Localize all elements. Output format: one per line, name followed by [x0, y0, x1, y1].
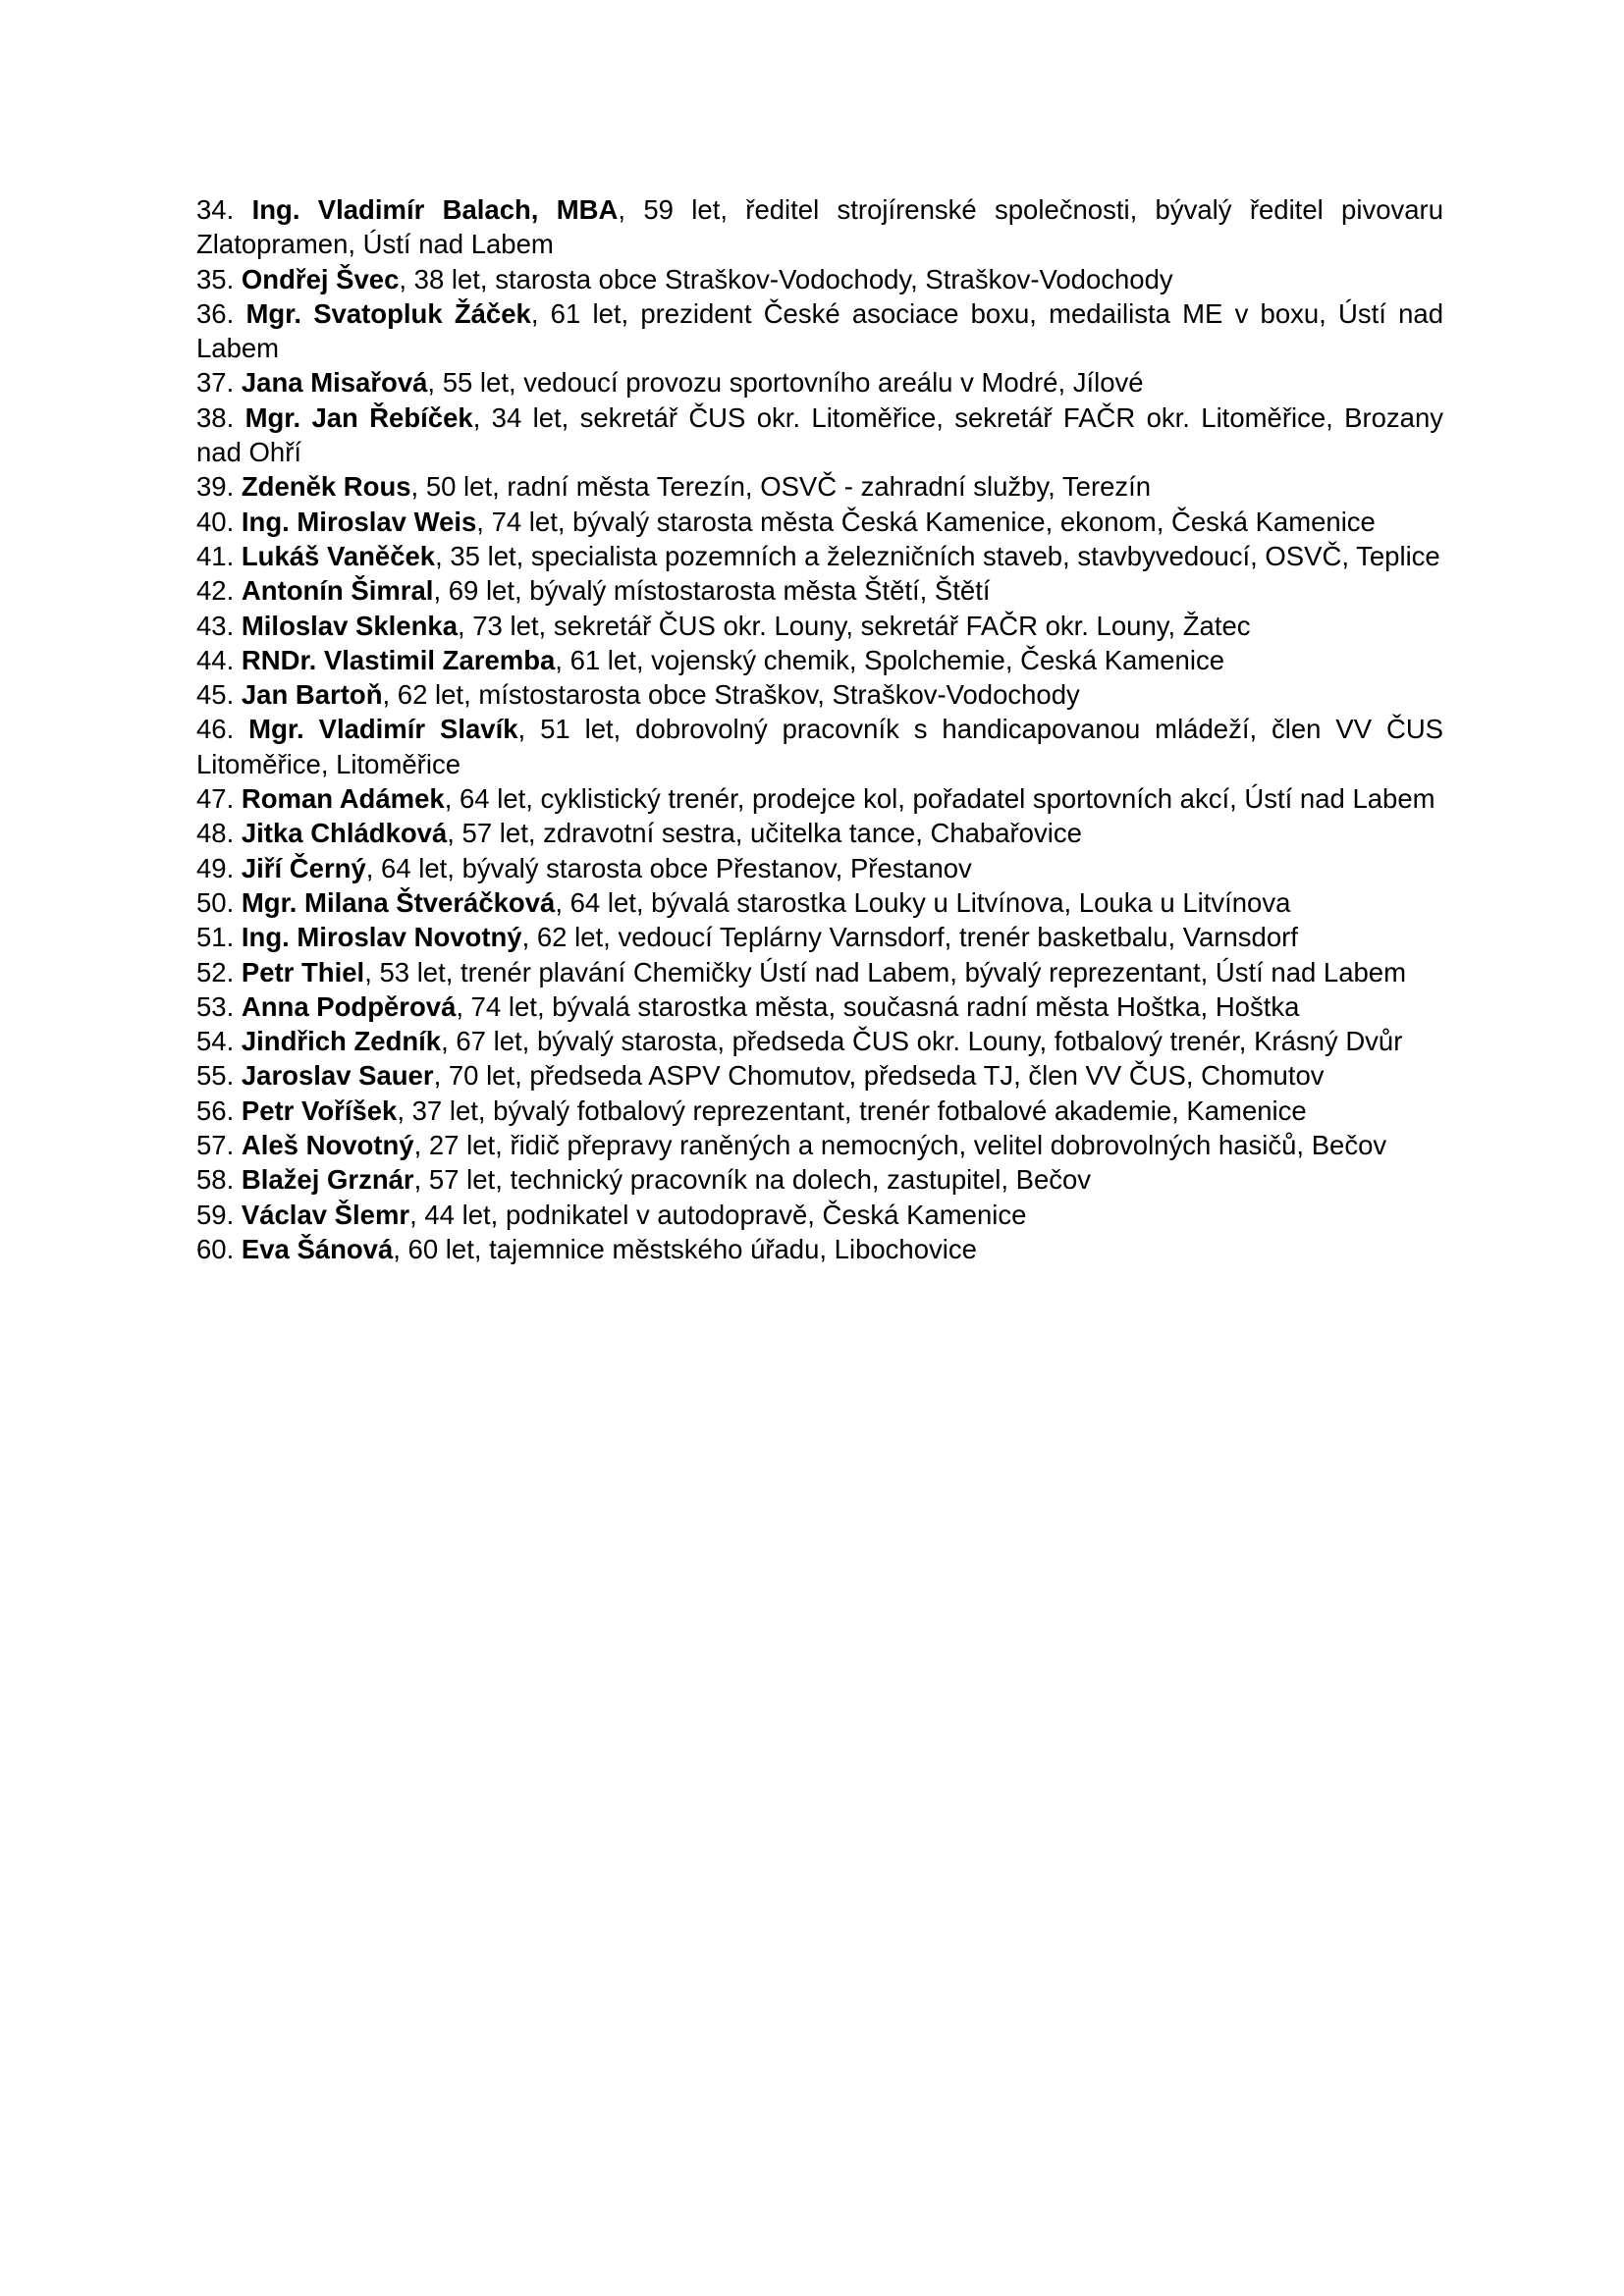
candidate-item: [196, 885, 1443, 920]
candidate-number: 54.: [196, 1026, 235, 1057]
candidate-name: Mgr. Jan Řebíček: [244, 401, 473, 433]
candidate-item: [196, 989, 1443, 1024]
candidate-item: [196, 262, 1443, 296]
candidate-name: Ondřej Švec: [241, 263, 400, 294]
candidate-name: RNDr. Vlastimil Zaremba: [241, 644, 556, 675]
candidate-name: Ing. Miroslav Weis: [241, 506, 477, 537]
candidate-number: 50.: [196, 886, 235, 918]
candidate-description: , 61 let, prezident České asociace boxu, medailista ME v boxu, Ústí nad Labem: [196, 297, 1443, 364]
candidate-item: [196, 505, 1443, 539]
candidate-number: 43.: [196, 610, 235, 641]
candidate-item: [196, 1128, 1443, 1162]
candidate-description: , 38 let, starosta obce Straškov-Vodochody, Straškov-Vodochody: [399, 263, 1173, 294]
candidate-description: , 37 let, bývalý fotbalový reprezentant, trenér fotbalové akademie, Kamenice: [397, 1095, 1307, 1126]
candidate-number: 42.: [196, 575, 235, 607]
candidate-item: [196, 851, 1443, 885]
candidate-item: [196, 1058, 1443, 1093]
candidate-name: Miloslav Sklenka: [241, 610, 458, 641]
candidate-description: , 55 let, vedoucí provozu sportovního areálu v Modré, Jílové: [427, 367, 1144, 399]
candidate-description: , 44 let, podnikatel v autodopravě, Česká Kamenice: [409, 1199, 1027, 1230]
candidate-description: , 59 let, ředitel strojírenské společnosti, bývalý ředitel pivovaru Zlatopramen, Ústí nad Labem: [196, 194, 1443, 260]
candidate-number: 37.: [196, 367, 235, 399]
candidate-name: Zdeněk Rous: [241, 471, 411, 503]
candidate-number: 51.: [196, 922, 235, 953]
candidate-description: , 61 let, vojenský chemik, Spolchemie, Česká Kamenice: [555, 644, 1224, 675]
candidate-number: 57.: [196, 1130, 235, 1161]
candidate-name: Aleš Novotný: [241, 1130, 414, 1161]
candidate-name: Petr Thiel: [241, 956, 365, 988]
candidate-name: Antonín Šimral: [241, 575, 434, 607]
candidate-name: Jaroslav Sauer: [241, 1060, 434, 1092]
candidate-item: [196, 1198, 1443, 1232]
candidate-item: [196, 1162, 1443, 1197]
candidate-name: Petr Voříšek: [241, 1095, 398, 1126]
candidate-list: [196, 192, 1443, 1266]
candidate-item: [196, 712, 1443, 781]
candidate-item: [196, 539, 1443, 573]
candidate-number: 46.: [196, 714, 235, 745]
candidate-item: [196, 677, 1443, 712]
candidate-name: Mgr. Milana Štveráčková: [241, 886, 556, 918]
candidate-name: Jiří Černý: [241, 852, 366, 883]
candidate-description: , 27 let, řidič přepravy raněných a nemocných, velitel dobrovolných hasičů, Bečov: [413, 1130, 1387, 1161]
candidate-item: [196, 781, 1443, 816]
candidate-number: 41.: [196, 540, 235, 571]
candidate-name: Anna Podpěrová: [241, 990, 457, 1022]
candidate-description: , 74 let, bývalá starostka města, současná radní města Hoštka, Hoštka: [456, 990, 1300, 1022]
candidate-item: [196, 920, 1443, 954]
candidate-description: , 57 let, technický pracovník na dolech, zastupitel, Bečov: [413, 1164, 1092, 1196]
candidate-number: 53.: [196, 990, 235, 1022]
candidate-item: [196, 1024, 1443, 1058]
candidate-number: 59.: [196, 1199, 235, 1230]
candidate-description: , 53 let, trenér plavání Chemičky Ústí nad Labem, bývalý reprezentant, Ústí nad Labem: [364, 956, 1407, 988]
candidate-number: 55.: [196, 1060, 235, 1092]
candidate-name: Jitka Chládková: [241, 818, 448, 849]
candidate-number: 45.: [196, 679, 235, 711]
candidate-name: Jindřich Zedník: [241, 1026, 442, 1057]
candidate-description: , 69 let, bývalý místostarosta města Štětí, Štětí: [433, 575, 991, 607]
candidate-number: 56.: [196, 1095, 235, 1126]
candidate-name: Jan Bartoň: [241, 679, 383, 711]
candidate-description: , 50 let, radní města Terezín, OSVČ - zahradní služby, Terezín: [410, 471, 1152, 503]
candidate-description: , 64 let, cyklistický trenér, prodejce kol, pořadatel sportovních akcí, Ústí nad Labem: [444, 783, 1435, 815]
candidate-description: , 51 let, dobrovolný pracovník s handicapovanou mládeží, člen VV ČUS Litoměřice, Litoměřice: [196, 714, 1444, 779]
candidate-item: [196, 192, 1443, 262]
candidate-name: Jana Misařová: [241, 367, 428, 399]
candidate-item: [196, 469, 1443, 504]
candidate-name: Ing. Miroslav Novotný: [241, 922, 522, 953]
candidate-description: , 60 let, tajemnice městského úřadu, Libochovice: [393, 1233, 977, 1264]
candidate-number: 52.: [196, 956, 235, 988]
candidate-name: Mgr. Vladimír Slavík: [248, 714, 518, 745]
candidate-number: 48.: [196, 818, 235, 849]
candidate-name: Mgr. Svatopluk Žáček: [245, 297, 531, 329]
candidate-number: 58.: [196, 1164, 235, 1196]
candidate-number: 49.: [196, 852, 235, 883]
candidate-item: [196, 1094, 1443, 1128]
candidate-description: , 62 let, vedoucí Teplárny Varnsdorf, trenér basketbalu, Varnsdorf: [521, 922, 1298, 953]
candidate-item: [196, 296, 1443, 366]
candidate-description: , 34 let, sekretář ČUS okr. Litoměřice, sekretář FAČR okr. Litoměřice, Brozany nad Ohří: [196, 401, 1444, 468]
candidate-item: [196, 400, 1443, 470]
candidate-number: 35.: [196, 263, 235, 294]
candidate-description: , 67 let, bývalý starosta, předseda ČUS okr. Louny, fotbalový trenér, Krásný Dvůr: [441, 1026, 1403, 1057]
candidate-item: [196, 955, 1443, 989]
candidate-item: [196, 573, 1443, 608]
candidate-number: 34.: [196, 194, 235, 225]
candidate-name: Eva Šánová: [241, 1233, 394, 1264]
candidate-number: 44.: [196, 644, 235, 675]
candidate-item: [196, 609, 1443, 643]
candidate-item: [196, 365, 1443, 400]
candidate-number: 38.: [196, 401, 235, 433]
candidate-number: 47.: [196, 783, 235, 815]
candidate-item: [196, 1232, 1443, 1266]
candidate-name: Lukáš Vaněček: [241, 540, 436, 571]
candidate-number: 60.: [196, 1233, 235, 1264]
candidate-number: 40.: [196, 506, 235, 537]
candidate-description: , 70 let, předseda ASPV Chomutov, předseda TJ, člen VV ČUS, Chomutov: [433, 1060, 1325, 1092]
candidate-description: , 57 let, zdravotní sestra, učitelka tance, Chabařovice: [447, 818, 1082, 849]
candidate-name: Blažej Grznár: [241, 1164, 414, 1196]
candidate-item: [196, 816, 1443, 850]
candidate-description: , 62 let, místostarosta obce Straškov, Straškov-Vodochody: [382, 679, 1080, 711]
candidate-name: Ing. Vladimír Balach, MBA: [251, 194, 619, 225]
candidate-description: , 74 let, bývalý starosta města Česká Kamenice, ekonom, Česká Kamenice: [476, 506, 1376, 537]
candidate-number: 36.: [196, 297, 235, 329]
candidate-name: Roman Adámek: [241, 783, 445, 815]
candidate-description: , 64 let, bývalá starostka Louky u Litvínova, Louka u Litvínova: [555, 886, 1291, 918]
candidate-item: [196, 643, 1443, 677]
candidate-description: , 73 let, sekretář ČUS okr. Louny, sekretář FAČR okr. Louny, Žatec: [457, 610, 1251, 641]
candidate-name: Václav Šlemr: [241, 1199, 410, 1230]
candidate-description: , 35 let, specialista pozemních a železničních staveb, stavbyvedoucí, OSVČ, Teplice: [435, 540, 1440, 571]
candidate-number: 39.: [196, 471, 235, 503]
candidate-description: , 64 let, bývalý starosta obce Přestanov, Přestanov: [365, 852, 972, 883]
